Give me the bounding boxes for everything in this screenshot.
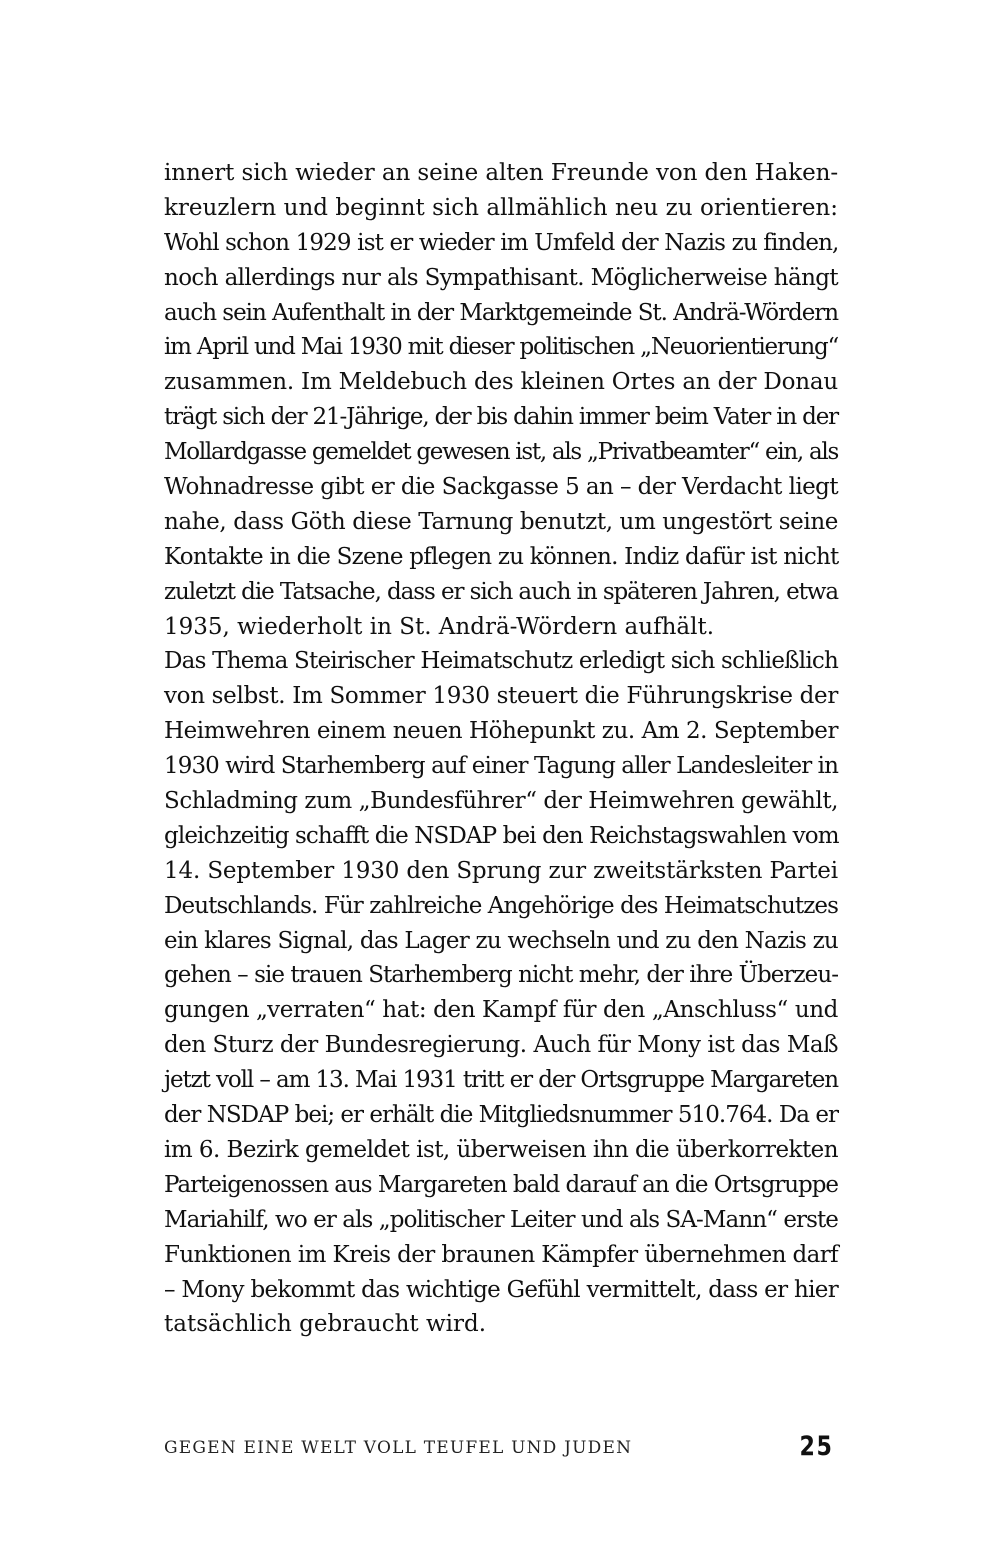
text-line: Heimwehren einem neuen Höhepunkt zu. Am 2. September <box>164 718 839 745</box>
text-line: tatsächlich gebraucht wird. <box>164 1311 487 1338</box>
text-line: 1935, wiederholt in St. Andrä-Wördern aufhält. <box>164 613 715 640</box>
text-line: Mariahilf, wo er als „politischer Leiter und als SA-Mann“ erste <box>164 1206 838 1233</box>
page-footer <box>164 1431 838 1471</box>
text-line: kreuzlern und beginnt sich allmählich neu zu orientieren: <box>164 194 838 221</box>
page-number: 25 <box>799 1431 834 1462</box>
text-line: – Mony bekommt das wichtige Gefühl vermittelt, dass er hier <box>164 1276 839 1303</box>
text-line: Wohnadresse gibt er die Sackgasse 5 an – der Verdacht liegt <box>164 474 838 501</box>
text-line: Funktionen im Kreis der braunen Kämpfer übernehmen darf <box>164 1241 838 1268</box>
text-line: im April und Mai 1930 mit dieser politischen „Neuorientierung“ <box>164 334 839 361</box>
text-line: nahe, dass Göth diese Tarnung benutzt, um ungestört seine <box>164 508 838 535</box>
text-line: Deutschlands. Für zahlreiche Angehörige des Heimatschutzes <box>164 892 839 919</box>
running-head: GEGEN EINE WELT VOLL TEUFEL UND JUDEN <box>164 1438 633 1458</box>
text-line: den Sturz der Bundesregierung. Auch für Mony ist das Maß <box>164 1032 839 1059</box>
text-line: gungen „verraten“ hat: den Kampf für den „Anschluss“ und <box>164 997 839 1024</box>
text-line: im 6. Bezirk gemeldet ist, überweisen ihn die überkorrekten <box>164 1136 839 1163</box>
text-line: zusammen. Im Meldebuch des kleinen Ortes an der Donau <box>164 369 839 396</box>
text-line: Wohl schon 1929 ist er wieder im Umfeld der Nazis zu finden, <box>164 229 839 256</box>
text-line: jetzt voll – am 13. Mai 1931 tritt er der Ortsgruppe Margareten <box>164 1067 838 1094</box>
text-line: gleichzeitig schafft die NSDAP bei den Reichstagswahlen vom <box>164 822 839 849</box>
text-line: 14. September 1930 den Sprung zur zweitstärksten Partei <box>164 857 838 884</box>
text-line: der NSDAP bei; er erhält die Mitgliedsnummer 510.764. Da er <box>164 1102 838 1129</box>
text-line: Schladming zum „Bundesführer“ der Heimwehren gewählt, <box>164 788 838 815</box>
text-line: Parteigenossen aus Margareten bald darauf an die Ortsgruppe <box>164 1171 839 1198</box>
text-line: zuletzt die Tatsache, dass er sich auch in späteren Jahren, etwa <box>164 578 839 605</box>
text-line: trägt sich der 21-Jährige, der bis dahin immer beim Vater in der <box>164 404 839 431</box>
text-line: Mollardgasse gemeldet gewesen ist, als „Privatbeamter“ ein, als <box>164 439 838 466</box>
body-text <box>164 156 838 1342</box>
text-line: Das Thema Steirischer Heimatschutz erledigt sich schließlich <box>164 648 839 675</box>
text-line: noch allerdings nur als Sympathisant. Möglicherweise hängt <box>164 264 838 291</box>
text-line: von selbst. Im Sommer 1930 steuert die Führungskrise der <box>164 683 838 710</box>
text-line: gehen – sie trauen Starhemberg nicht mehr, der ihre Überzeu- <box>164 962 839 989</box>
text-line: innert sich wieder an seine alten Freunde von den Haken- <box>164 160 838 186</box>
text-line: 1930 wird Starhemberg auf einer Tagung aller Landesleiter in <box>164 753 839 780</box>
text-line: auch sein Aufenthalt in der Marktgemeinde St. Andrä-Wördern <box>164 299 838 326</box>
text-line: Kontakte in die Szene pflegen zu können. Indiz dafür ist nicht <box>164 543 839 570</box>
text-line: ein klares Signal, das Lager zu wechseln und zu den Nazis zu <box>164 927 838 954</box>
